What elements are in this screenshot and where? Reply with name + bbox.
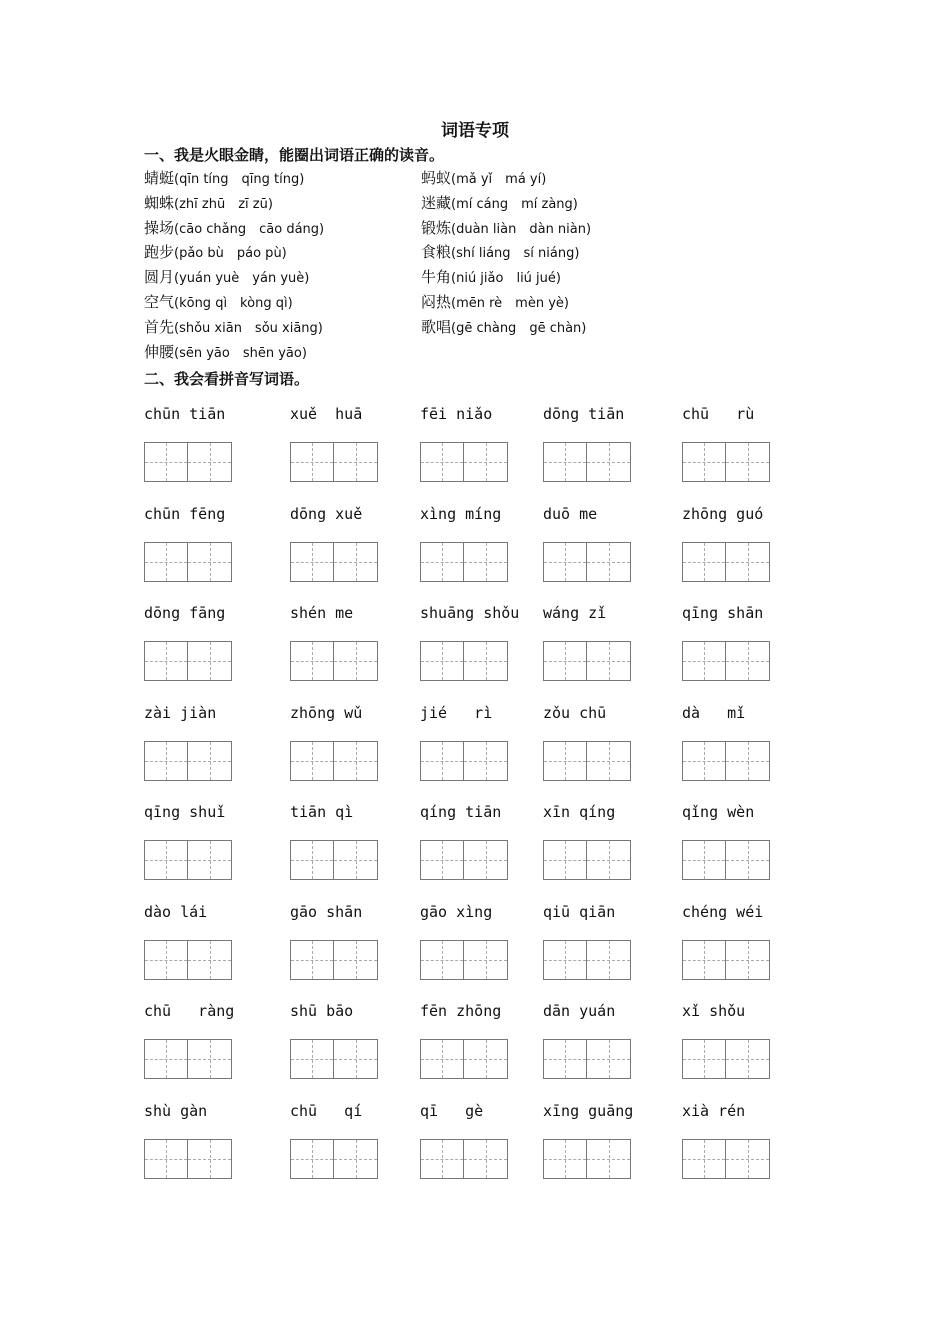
word-text: 食粮 bbox=[421, 243, 452, 262]
pinyin-label: dōng fāng bbox=[144, 604, 226, 622]
tianzige-writing-box[interactable] bbox=[188, 840, 232, 880]
tianzige-writing-box[interactable] bbox=[726, 741, 770, 781]
tianzige-writing-box[interactable] bbox=[188, 442, 232, 482]
writing-boxes bbox=[543, 641, 631, 681]
reading-choice-item bbox=[144, 216, 421, 241]
pinyin-label: xuě huā bbox=[290, 405, 363, 423]
pinyin-options[interactable]: (shí liáng sí niáng) bbox=[451, 246, 580, 262]
writing-boxes bbox=[420, 741, 508, 781]
tianzige-writing-box[interactable] bbox=[290, 442, 334, 482]
pinyin-word-cell bbox=[420, 900, 543, 1000]
writing-boxes bbox=[290, 641, 378, 681]
writing-boxes bbox=[290, 741, 378, 781]
pinyin-word-cell bbox=[682, 800, 794, 900]
writing-boxes bbox=[144, 641, 232, 681]
pinyin-word-cell bbox=[682, 502, 794, 602]
writing-boxes bbox=[682, 442, 770, 482]
word-text: 蜻蜓 bbox=[144, 169, 175, 187]
tianzige-writing-box[interactable] bbox=[188, 940, 232, 980]
writing-boxes bbox=[682, 1039, 770, 1079]
pinyin-options[interactable]: (mēn rè mèn yè) bbox=[451, 295, 569, 311]
tianzige-writing-box[interactable] bbox=[334, 741, 378, 781]
pinyin-options[interactable]: (duàn liàn dàn niàn) bbox=[451, 221, 592, 237]
writing-boxes bbox=[144, 442, 232, 482]
pinyin-label: fēi niǎo bbox=[420, 405, 493, 423]
tianzige-writing-box[interactable] bbox=[420, 442, 464, 482]
pinyin-label: qī gè bbox=[420, 1101, 484, 1120]
pinyin-word-cell bbox=[144, 1099, 290, 1199]
pinyin-label: chū qí bbox=[290, 1101, 363, 1120]
tianzige-writing-box[interactable] bbox=[682, 840, 726, 880]
pinyin-label: shén me bbox=[290, 604, 354, 622]
reading-choice-item bbox=[421, 290, 801, 315]
pinyin-options[interactable]: (cāo chǎng cāo dáng) bbox=[174, 221, 325, 237]
tianzige-writing-box[interactable] bbox=[420, 1139, 464, 1179]
pinyin-label: tiān qì bbox=[290, 803, 354, 821]
reading-choice-list bbox=[144, 166, 804, 364]
pinyin-word-cell bbox=[543, 999, 682, 1099]
pinyin-word-cell bbox=[420, 800, 543, 900]
tianzige-writing-box[interactable] bbox=[726, 1039, 770, 1079]
tianzige-writing-box[interactable] bbox=[290, 741, 334, 781]
tianzige-writing-box[interactable] bbox=[682, 542, 726, 582]
writing-boxes bbox=[420, 641, 508, 681]
tianzige-writing-box[interactable] bbox=[420, 1039, 464, 1079]
pinyin-word-cell bbox=[420, 701, 543, 801]
writing-boxes bbox=[543, 940, 631, 980]
writing-boxes bbox=[420, 542, 508, 582]
writing-boxes bbox=[543, 1139, 631, 1179]
pinyin-word-cell bbox=[682, 1099, 794, 1199]
writing-boxes bbox=[144, 940, 232, 980]
writing-boxes bbox=[290, 840, 378, 880]
tianzige-writing-box[interactable] bbox=[587, 542, 631, 582]
tianzige-writing-box[interactable] bbox=[334, 840, 378, 880]
reading-choice-item bbox=[144, 166, 421, 191]
writing-boxes bbox=[290, 1139, 378, 1179]
pinyin-word-cell bbox=[682, 900, 794, 1000]
pinyin-word-cell bbox=[290, 999, 420, 1099]
tianzige-writing-box[interactable] bbox=[144, 1039, 188, 1079]
pinyin-label: gāo xìng bbox=[420, 902, 493, 921]
writing-boxes bbox=[682, 542, 770, 582]
tianzige-writing-box[interactable] bbox=[290, 1139, 334, 1179]
tianzige-writing-box[interactable] bbox=[682, 1039, 726, 1079]
tianzige-writing-box[interactable] bbox=[144, 741, 188, 781]
reading-choice-item bbox=[421, 240, 801, 265]
word-text: 闷热 bbox=[421, 292, 452, 311]
pinyin-label: xīn qíng bbox=[543, 803, 616, 821]
pinyin-word-cell bbox=[543, 601, 682, 701]
pinyin-label: qīng shuǐ bbox=[144, 803, 226, 821]
writing-boxes bbox=[290, 442, 378, 482]
pinyin-word-cell bbox=[144, 601, 290, 701]
pinyin-label: qīng shān bbox=[682, 604, 764, 622]
pinyin-word-cell bbox=[290, 402, 420, 502]
tianzige-writing-box[interactable] bbox=[464, 641, 508, 681]
writing-boxes bbox=[682, 741, 770, 781]
pinyin-label: xià rén bbox=[682, 1101, 746, 1120]
pinyin-label: zǒu chū bbox=[543, 703, 607, 722]
pinyin-label: qiū qiān bbox=[543, 902, 616, 921]
writing-boxes bbox=[543, 442, 631, 482]
pinyin-options[interactable]: (sēn yāo shēn yāo) bbox=[174, 345, 307, 361]
writing-boxes bbox=[543, 840, 631, 880]
tianzige-writing-box[interactable] bbox=[543, 940, 587, 980]
writing-boxes bbox=[543, 542, 631, 582]
tianzige-writing-box[interactable] bbox=[144, 1139, 188, 1179]
pinyin-label: dà mǐ bbox=[682, 703, 746, 722]
word-text: 牛角 bbox=[421, 268, 452, 287]
word-text: 首先 bbox=[144, 317, 175, 336]
pinyin-label: qǐng wèn bbox=[682, 803, 755, 821]
pinyin-word-cell bbox=[290, 502, 420, 602]
word-text: 空气 bbox=[144, 292, 175, 311]
pinyin-word-cell bbox=[682, 701, 794, 801]
pinyin-label: wáng zǐ bbox=[543, 604, 607, 622]
pinyin-label: zài jiàn bbox=[144, 703, 217, 722]
tianzige-writing-box[interactable] bbox=[682, 1139, 726, 1179]
pinyin-word-cell bbox=[420, 601, 543, 701]
writing-boxes bbox=[420, 1039, 508, 1079]
tianzige-writing-box[interactable] bbox=[290, 840, 334, 880]
pinyin-label: chū ràng bbox=[144, 1002, 235, 1020]
pinyin-label: chū rù bbox=[682, 405, 755, 423]
writing-boxes bbox=[420, 1139, 508, 1179]
pinyin-word-cell bbox=[290, 800, 420, 900]
tianzige-writing-box[interactable] bbox=[543, 542, 587, 582]
pinyin-word-cell bbox=[290, 1099, 420, 1199]
pinyin-label: dào lái bbox=[144, 902, 208, 921]
writing-boxes bbox=[144, 741, 232, 781]
writing-boxes bbox=[420, 940, 508, 980]
tianzige-writing-box[interactable] bbox=[543, 442, 587, 482]
word-text: 蜘蛛 bbox=[144, 193, 175, 212]
writing-boxes bbox=[543, 1039, 631, 1079]
tianzige-writing-box[interactable] bbox=[726, 840, 770, 880]
pinyin-label: shuāng shǒu bbox=[420, 604, 520, 622]
pinyin-label: chéng wéi bbox=[682, 902, 764, 921]
pinyin-word-cell bbox=[144, 900, 290, 1000]
tianzige-writing-box[interactable] bbox=[420, 641, 464, 681]
pinyin-label: shū bāo bbox=[290, 1002, 354, 1020]
pinyin-word-cell bbox=[290, 601, 420, 701]
pinyin-label: gāo shān bbox=[290, 902, 363, 921]
pinyin-word-cell bbox=[420, 402, 543, 502]
tianzige-writing-box[interactable] bbox=[464, 442, 508, 482]
pinyin-label: qíng tiān bbox=[420, 803, 502, 821]
pinyin-writing-grid bbox=[144, 402, 794, 1198]
tianzige-writing-box[interactable] bbox=[682, 940, 726, 980]
pinyin-word-cell bbox=[543, 701, 682, 801]
tianzige-writing-box[interactable] bbox=[188, 1139, 232, 1179]
tianzige-writing-box[interactable] bbox=[290, 1039, 334, 1079]
reading-choice-item bbox=[421, 191, 801, 216]
writing-boxes bbox=[420, 840, 508, 880]
tianzige-writing-box[interactable] bbox=[188, 1039, 232, 1079]
reading-choice-item bbox=[144, 191, 421, 216]
pinyin-word-cell bbox=[144, 402, 290, 502]
pinyin-label: xǐ shǒu bbox=[682, 1002, 746, 1020]
tianzige-writing-box[interactable] bbox=[726, 542, 770, 582]
tianzige-writing-box[interactable] bbox=[682, 442, 726, 482]
pinyin-word-cell bbox=[420, 1099, 543, 1199]
tianzige-writing-box[interactable] bbox=[543, 741, 587, 781]
tianzige-writing-box[interactable] bbox=[290, 542, 334, 582]
tianzige-writing-box[interactable] bbox=[420, 840, 464, 880]
tianzige-writing-box[interactable] bbox=[464, 1139, 508, 1179]
pinyin-label: xìng míng bbox=[420, 504, 502, 523]
tianzige-writing-box[interactable] bbox=[144, 940, 188, 980]
tianzige-writing-box[interactable] bbox=[188, 641, 232, 681]
reading-choice-item bbox=[144, 340, 421, 365]
writing-boxes bbox=[144, 840, 232, 880]
word-text: 跑步 bbox=[144, 243, 175, 262]
pinyin-options[interactable]: (yuán yuè yán yuè) bbox=[174, 271, 310, 287]
tianzige-writing-box[interactable] bbox=[587, 641, 631, 681]
tianzige-writing-box[interactable] bbox=[464, 741, 508, 781]
tianzige-writing-box[interactable] bbox=[587, 840, 631, 880]
tianzige-writing-box[interactable] bbox=[334, 1139, 378, 1179]
word-text: 锻炼 bbox=[421, 218, 452, 237]
pinyin-options[interactable]: (gē chàng gē chàn) bbox=[451, 320, 587, 336]
pinyin-label: dōng xuě bbox=[290, 504, 363, 523]
pinyin-options[interactable]: (mǎ yǐ má yí) bbox=[451, 172, 547, 187]
reading-choice-item bbox=[144, 240, 421, 265]
pinyin-word-cell bbox=[290, 701, 420, 801]
pinyin-label: dān yuán bbox=[543, 1002, 616, 1020]
tianzige-writing-box[interactable] bbox=[188, 741, 232, 781]
pinyin-word-cell bbox=[543, 1099, 682, 1199]
pinyin-label: shù gàn bbox=[144, 1101, 208, 1120]
tianzige-writing-box[interactable] bbox=[543, 1139, 587, 1179]
tianzige-writing-box[interactable] bbox=[464, 940, 508, 980]
pinyin-options[interactable]: (mí cáng mí zàng) bbox=[451, 196, 578, 212]
page-title: 词语专项 bbox=[441, 121, 509, 141]
pinyin-word-cell bbox=[543, 502, 682, 602]
pinyin-word-cell bbox=[682, 402, 794, 502]
word-text: 操场 bbox=[144, 218, 175, 237]
pinyin-options[interactable]: (pǎo bù páo pù) bbox=[174, 246, 287, 262]
word-text: 歌唱 bbox=[421, 317, 452, 336]
tianzige-writing-box[interactable] bbox=[334, 542, 378, 582]
reading-choice-item bbox=[144, 290, 421, 315]
tianzige-writing-box[interactable] bbox=[587, 1139, 631, 1179]
tianzige-writing-box[interactable] bbox=[144, 542, 188, 582]
tianzige-writing-box[interactable] bbox=[144, 840, 188, 880]
pinyin-label: zhōng guó bbox=[682, 504, 764, 523]
pinyin-word-cell bbox=[543, 402, 682, 502]
tianzige-writing-box[interactable] bbox=[464, 840, 508, 880]
pinyin-options[interactable]: (shǒu xiān sǒu xiāng) bbox=[174, 320, 323, 336]
word-text: 伸腰 bbox=[144, 342, 175, 361]
writing-boxes bbox=[144, 542, 232, 582]
writing-boxes bbox=[144, 1139, 232, 1179]
pinyin-label: fēn zhōng bbox=[420, 1002, 502, 1020]
pinyin-word-cell bbox=[420, 999, 543, 1099]
tianzige-writing-box[interactable] bbox=[420, 542, 464, 582]
reading-choice-item bbox=[421, 265, 801, 290]
pinyin-word-cell bbox=[543, 900, 682, 1000]
pinyin-word-cell bbox=[144, 701, 290, 801]
tianzige-writing-box[interactable] bbox=[334, 442, 378, 482]
pinyin-options[interactable]: (kōng qì kòng qì) bbox=[174, 295, 293, 311]
writing-boxes bbox=[290, 1039, 378, 1079]
writing-boxes bbox=[682, 840, 770, 880]
reading-choice-item bbox=[144, 265, 421, 290]
section1-heading: 一、我是火眼金睛，能圈出词语正确的读音。 bbox=[144, 146, 445, 164]
tianzige-writing-box[interactable] bbox=[144, 442, 188, 482]
pinyin-word-cell bbox=[290, 900, 420, 1000]
tianzige-writing-box[interactable] bbox=[543, 641, 587, 681]
tianzige-writing-box[interactable] bbox=[726, 1139, 770, 1179]
pinyin-word-cell bbox=[420, 502, 543, 602]
tianzige-writing-box[interactable] bbox=[464, 542, 508, 582]
tianzige-writing-box[interactable] bbox=[543, 1039, 587, 1079]
section2-heading: 二、我会看拼音写词语。 bbox=[144, 370, 310, 388]
tianzige-writing-box[interactable] bbox=[726, 641, 770, 681]
pinyin-label: xīng guāng bbox=[543, 1101, 634, 1120]
pinyin-word-cell bbox=[144, 999, 290, 1099]
pinyin-label: chūn tiān bbox=[144, 405, 226, 423]
tianzige-writing-box[interactable] bbox=[334, 641, 378, 681]
pinyin-label: jié rì bbox=[420, 703, 493, 722]
word-text: 蚂蚁 bbox=[421, 169, 452, 187]
pinyin-label: duō me bbox=[543, 504, 598, 523]
tianzige-writing-box[interactable] bbox=[587, 741, 631, 781]
tianzige-writing-box[interactable] bbox=[587, 940, 631, 980]
tianzige-writing-box[interactable] bbox=[587, 442, 631, 482]
word-text: 圆月 bbox=[144, 268, 175, 287]
tianzige-writing-box[interactable] bbox=[726, 940, 770, 980]
tianzige-writing-box[interactable] bbox=[464, 1039, 508, 1079]
writing-boxes bbox=[543, 741, 631, 781]
writing-boxes bbox=[420, 442, 508, 482]
pinyin-options[interactable]: (qīn tíng qīng tíng) bbox=[174, 172, 305, 187]
tianzige-writing-box[interactable] bbox=[420, 741, 464, 781]
writing-boxes bbox=[682, 940, 770, 980]
tianzige-writing-box[interactable] bbox=[682, 741, 726, 781]
pinyin-word-cell bbox=[682, 999, 794, 1099]
writing-boxes bbox=[290, 542, 378, 582]
tianzige-writing-box[interactable] bbox=[726, 442, 770, 482]
tianzige-writing-box[interactable] bbox=[188, 542, 232, 582]
reading-choice-item bbox=[421, 315, 801, 340]
reading-choice-item bbox=[144, 315, 421, 340]
tianzige-writing-box[interactable] bbox=[290, 940, 334, 980]
pinyin-label: dōng tiān bbox=[543, 405, 625, 423]
pinyin-options[interactable]: (zhī zhū zī zū) bbox=[174, 196, 273, 212]
pinyin-word-cell bbox=[543, 800, 682, 900]
pinyin-word-cell bbox=[682, 601, 794, 701]
pinyin-label: zhōng wǔ bbox=[290, 703, 363, 722]
tianzige-writing-box[interactable] bbox=[420, 940, 464, 980]
tianzige-writing-box[interactable] bbox=[290, 641, 334, 681]
tianzige-writing-box[interactable] bbox=[587, 1039, 631, 1079]
tianzige-writing-box[interactable] bbox=[144, 641, 188, 681]
pinyin-label: chūn fēng bbox=[144, 504, 226, 523]
tianzige-writing-box[interactable] bbox=[543, 840, 587, 880]
reading-choice-item bbox=[421, 166, 801, 191]
tianzige-writing-box[interactable] bbox=[334, 940, 378, 980]
pinyin-word-cell bbox=[144, 502, 290, 602]
writing-boxes bbox=[144, 1039, 232, 1079]
writing-boxes bbox=[682, 641, 770, 681]
tianzige-writing-box[interactable] bbox=[682, 641, 726, 681]
pinyin-word-cell bbox=[144, 800, 290, 900]
writing-boxes bbox=[682, 1139, 770, 1179]
reading-choice-item bbox=[421, 216, 801, 241]
pinyin-options[interactable]: (niú jiǎo liú jué) bbox=[451, 271, 561, 287]
writing-boxes bbox=[290, 940, 378, 980]
tianzige-writing-box[interactable] bbox=[334, 1039, 378, 1079]
word-text: 迷藏 bbox=[421, 193, 452, 212]
